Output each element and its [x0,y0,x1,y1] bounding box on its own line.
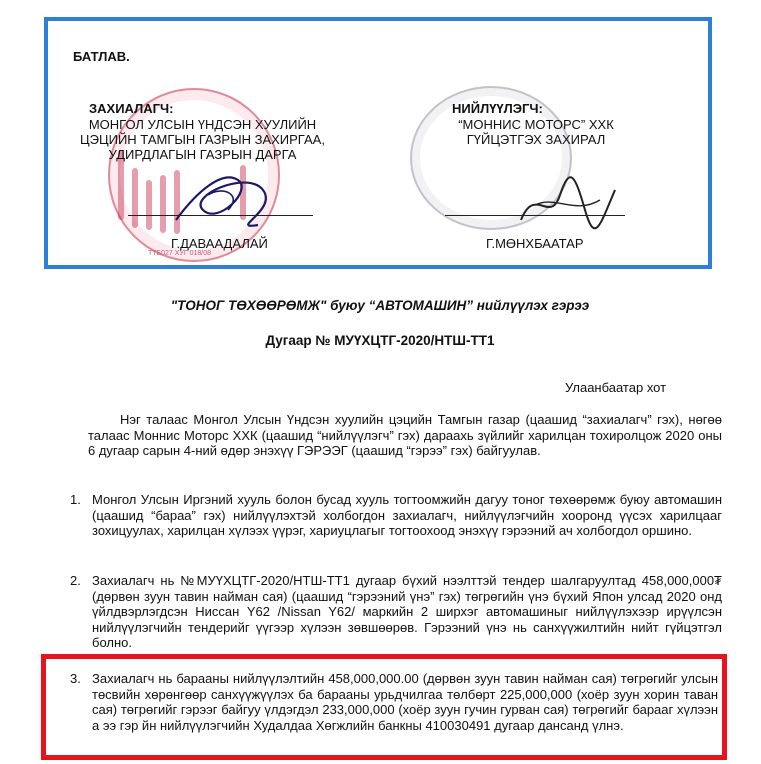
clause-text: Захиалагч нь барааны нийлүүлэлтийн 458,000,000.00 (дөрвөн зуун тавин найман сая) төгрөгийг улсын төсвийн хөрөнгөөр санхүүжүүлэх ба барааны урьдчилгаа төлбөрт 225,000,000 (хоёр зуун хорин таван сая) төгрөгийг гэрээг байгуу үлдэгдэл 233,000,000 (хоёр зуун гучин гурван сая) төгрөгийг барааг хүлээн а ээ гэр йн нийлүүлэгчийн Худалдаа Хөгжлийн банкны 410030491 дугаар дансанд үлнэ. [92,671,718,733]
supplier-role: НИЙЛҮҮЛЭГЧ: [452,101,543,116]
seal-script-mark [160,175,166,233]
intro-paragraph: Нэг талаас Монгол Улсын Үндсэн хуулийн цэцийн Тамгын газар (цаашид “захиалагч” гэх), нөгөө талаас Моннис Моторс ХХК (цаашид “нийлүүлэгч” гэх) дараахь зүйлийг харилцан тохиролцож 2020 оны 6 дугаар сарын 4-ний өдөр энэхүү ГЭРЭЭГ (цаашид “гэрээ” гэх) байгуулав. [88,412,722,458]
clause-number: 2. [70,573,81,588]
seal-script-mark [132,168,138,228]
seal-script-mark [146,180,152,230]
supplier-position [436,117,636,147]
customer-position-line: УДИРДЛАГЫН ГАЗРЫН ДАРГА [108,147,297,162]
contract-number [40,333,720,348]
seal-text: ТТБ027 ХУГ 018/08 [148,250,212,257]
clause-text: Монгол Улсын Иргэний хууль болон бусад хууль тогтоомжийн дагуу тоног төхөөрөмж буюу автомашин (цаашид “бараа” гэх) нийлүүлэхтэй холбогдон захиалагч, нийлүүлэгчийн хооронд үүсэх харилцааг зохицуулах, харилцан хүлээх үүрэг, хариуцлагыг тогтоохоод энэхүү гэрээний ач холбогдол оршино. [92,492,722,538]
customer-role: ЗАХИАЛАГЧ: [89,101,174,116]
customer-signature-line [128,215,313,216]
customer-position-line: МОНГОЛ УЛСЫН ҮНДСЭН ХУУЛИЙН [88,117,317,132]
customer-position [60,117,345,162]
clause-number: 1. [70,492,81,507]
approve-heading: БАТЛАВ. [73,49,130,64]
supplier-signature-icon [515,165,625,235]
contract-number-value: МУҮХЦТГ-2020/НТШ-ТТ1 [334,333,495,348]
customer-signature-icon [168,150,278,240]
supplier-signature-line [445,215,625,216]
customer-signer: Г.ДАВААДАЛАЙ [171,236,268,251]
supplier-position-line: “МОННИС МОТОРС” ХХК [458,117,614,132]
supplier-position-line: ГҮЙЦЭТГЭХ ЗАХИРАЛ [466,132,606,147]
supplier-signer: Г.МӨНХБААТАР [486,236,584,251]
city-label: Улаанбаатар хот [565,380,667,395]
contract-number-label: Дугаар № [265,333,335,348]
customer-position-line: ЦЭЦИЙН ТАМГЫН ГАЗРЫН ЗАХИРГАА, [80,132,325,147]
clause-text: Захиалагч нь №МУҮХЦТГ-2020/НТШ-ТТ1 дугаар бүхий нээлттэй тендер шалгаруултад 458,000,000₮ (дөрвөн зуун тавин найман сая) (цаашид “гэрээний үнэ” гэх) төгрөгийн үнэ бүхий Япон улсад 2020 онд үйлдвэрлэгдсэн Ниссан Y62 /Nissan Y62/ маркийн 2 ширхэг автомашиныг нийлүүлэхээр ирүүлсэн нийлүүлэгчийн тендерийг үүгээр хүлээн зөвшөөрөв. Гэрээний үнэ нь санхүүжилтийн нийт гүйцэтгэл болно. [92,573,722,650]
clause-number: 3. [70,671,81,686]
contract-title: "ТОНОГ ТӨХӨӨРӨМЖ" буюу “АВТОМАШИН” нийлүүлэх гэрээ [170,298,590,313]
